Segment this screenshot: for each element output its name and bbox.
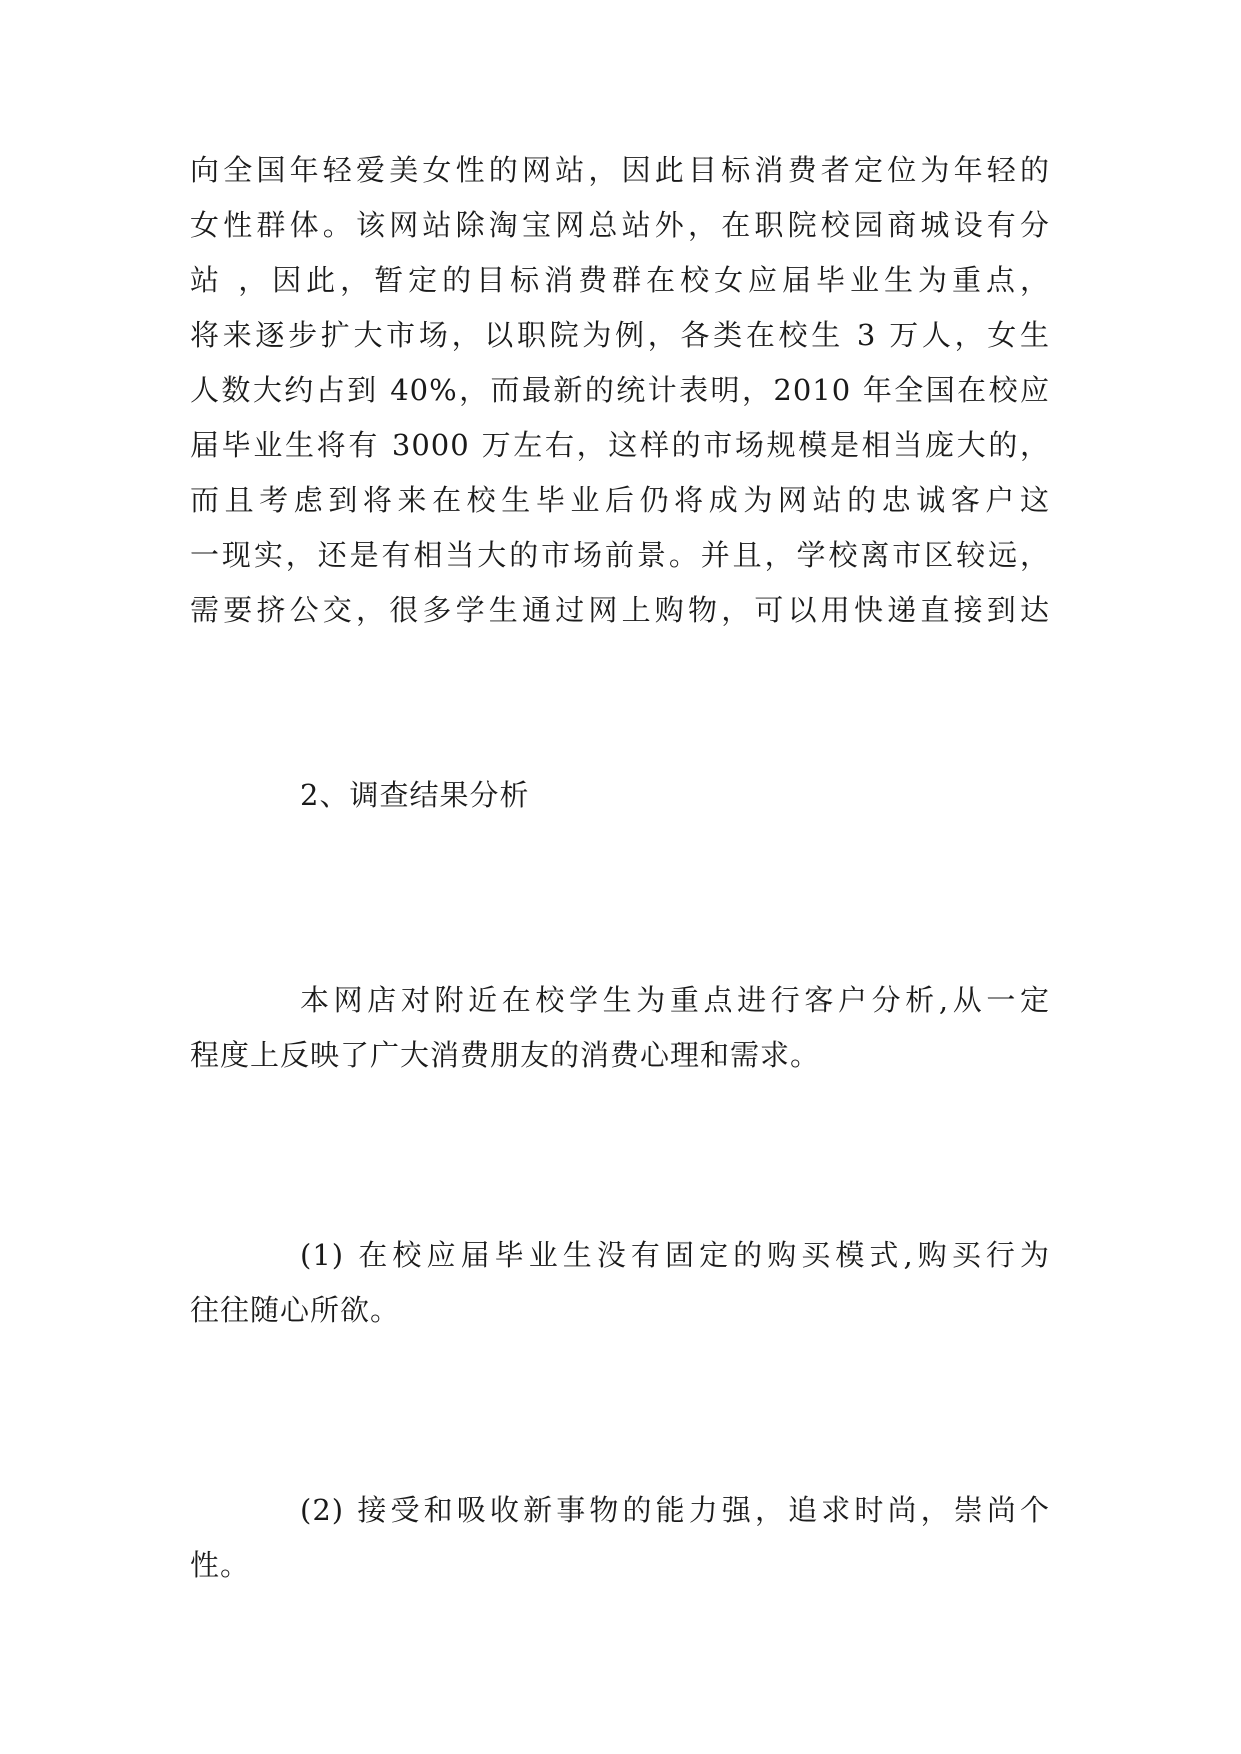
intro-line-1: 向全国年轻爱美女性的网站，因此目标消费者定位为年轻的	[190, 153, 1050, 187]
point-2-line-1: (2) 接受和吸收新事物的能力强，追求时尚，崇尚个	[300, 1493, 1050, 1527]
analysis-line-2: 程度上反映了广大消费朋友的消费心理和需求。	[190, 1038, 821, 1072]
intro-line-5: 人数大约占到 40%，而最新的统计表明，2010 年全国在校应	[190, 373, 1050, 407]
point-2-line-2: 性。	[190, 1548, 251, 1582]
section-heading: 2、调查结果分析	[300, 778, 530, 812]
intro-line-3: 站 ，因此，暂定的目标消费群在校女应届毕业生为重点，	[190, 263, 1050, 297]
point-1-line-2: 往往随心所欲。	[190, 1293, 401, 1327]
intro-line-2: 女性群体。该网站除淘宝网总站外，在职院校园商城设有分	[190, 208, 1050, 242]
intro-line-4: 将来逐步扩大市场，以职院为例，各类在校生 3 万人，女生	[190, 318, 1050, 352]
intro-line-8: 一现实，还是有相当大的市场前景。并且，学校离市区较远，	[190, 538, 1050, 572]
analysis-line-1: 本网店对附近在校学生为重点进行客户分析,从一定	[300, 983, 1050, 1017]
intro-line-9: 需要挤公交，很多学生通过网上购物，可以用快递直接到达	[190, 593, 1050, 627]
intro-line-6: 届毕业生将有 3000 万左右，这样的市场规模是相当庞大的，	[190, 428, 1050, 462]
point-1-line-1: (1) 在校应届毕业生没有固定的购买模式,购买行为	[300, 1238, 1050, 1272]
intro-line-7: 而且考虑到将来在校生毕业后仍将成为网站的忠诚客户这	[190, 483, 1050, 517]
